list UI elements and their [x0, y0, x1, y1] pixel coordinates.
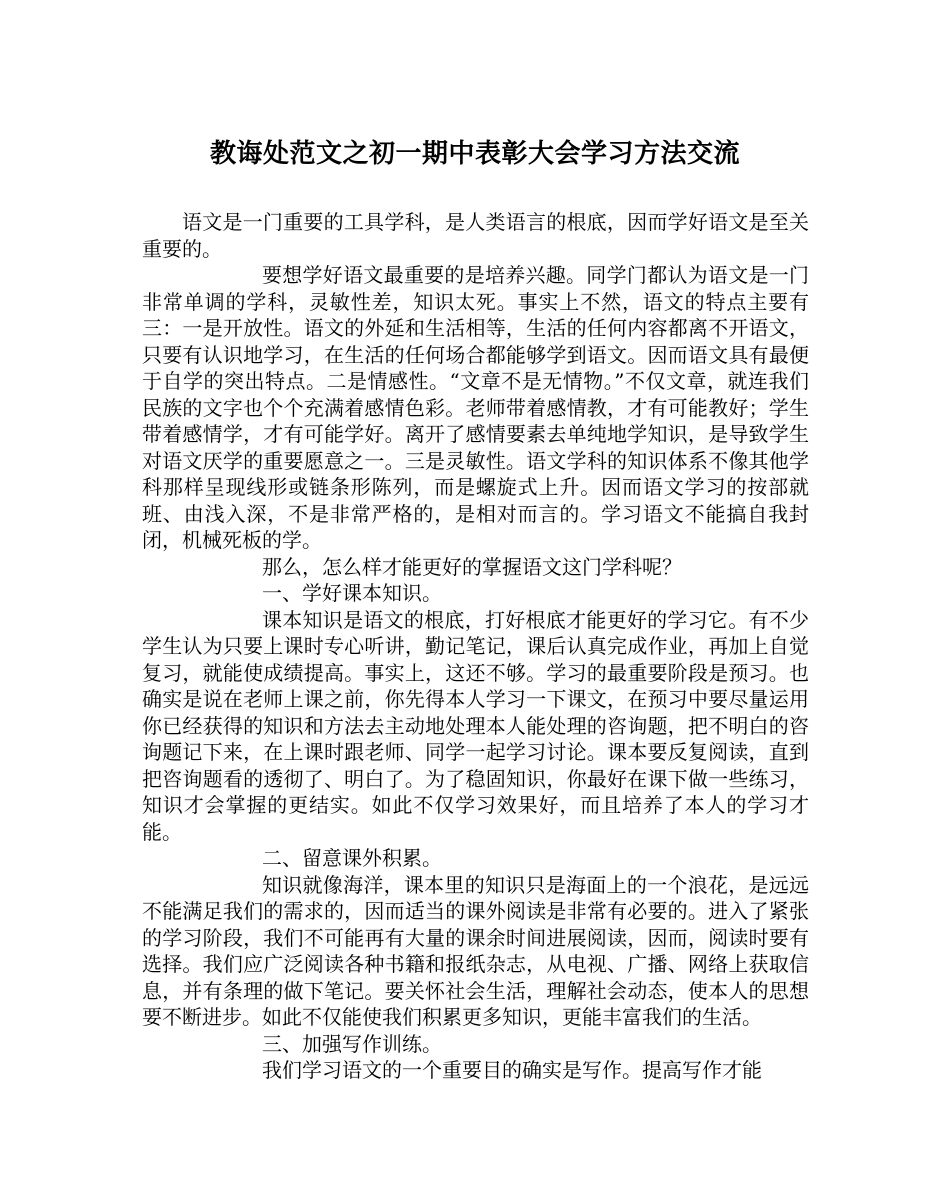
- section-heading-3: 三、加强写作训练。: [262, 1031, 442, 1056]
- paragraph-question: 那么，怎么样才能更好的掌握语文这门学科呢？: [262, 554, 682, 579]
- paragraph-extracurricular: 知识就像海洋，课本里的知识只是海面上的一个浪花，是远远不能满足我们的需求的，因而适当的课外阅读是非常有必要的。进入了紧张的学习阶段，我们不可能再有大量的课余时间进展阅读，因而，阅读时要有选择。我们应广泛阅读各种书籍和报纸杂志，从电视、广播、网络上获取信息，并有条理的做下笔记。要关怀社会生活，理解社会动态，使本人的思想要不断进步。如此不仅能使我们积累更多知识，更能丰富我们的生活。: [142, 872, 809, 1029]
- paragraph-textbook: 课本知识是语文的根底，打好根底才能更好的学习它。有不少学生认为只要上课时专心听讲，勤记笔记，课后认真完成作业，再加上自觉复习，就能使成绩提高。事实上，这还不够。学习的最重要阶段是预习。也确实是说在老师上课之前，你先得本人学习一下课文，在预习中要尽量运用你已经获得的知识和方法去主动地处理本人能处理的咨询题，把不明白的咨询题记下来，在上课时跟老师、同学一起学习讨论。课本要反复阅读，直到把咨询题看的透彻了、明白了。为了稳固知识，你最好在课下做一些练习，知识才会掌握的更结实。如此不仅学习效果好，而且培养了本人的学习才能。: [142, 607, 809, 844]
- document-body: [142, 209, 809, 1084]
- paragraph-interest: 要想学好语文最重要的是培养兴趣。同学门都认为语文是一门非常单调的学科，灵敏性差，知识太死。事实上不然，语文的特点主要有三：一是开放性。语文的外延和生活相等，生活的任何内容都离不开语文，只要有认识地学习，在生活的任何场合都能够学到语文。因而语文具有最便于自学的突出特点。二是情感性。“文章不是无情物。”不仅文章，就连我们民族的文字也个个充满着感情色彩。老师带着感情教，才有可能教好；学生带着感情学，才有可能学好。离开了感情要素去单纯地学知识，是导致学生对语文厌学的重要愿意之一。三是灵敏性。语文学科的知识体系不像其他学科那样呈现线形或链条形陈列，而是螺旋式上升。因而语文学习的按部就班、由浅入深，不是非常严格的，是相对而言的。学习语文不能搞自我封闭，机械死板的学。: [142, 263, 809, 552]
- section-heading-2: 二、留意课外积累。: [262, 846, 442, 870]
- document-title: 教诲处范文之初一期中表彰大会学习方法交流: [209, 139, 740, 169]
- paragraph-writing: 我们学习语文的一个重要目的确实是写作。提高写作才能: [262, 1058, 762, 1082]
- section-heading-1: 一、学好课本知识。: [262, 581, 442, 605]
- paragraph-intro: 语文是一门重要的工具学科，是人类语言的根底，因而学好语文是至关重要的。: [142, 210, 809, 261]
